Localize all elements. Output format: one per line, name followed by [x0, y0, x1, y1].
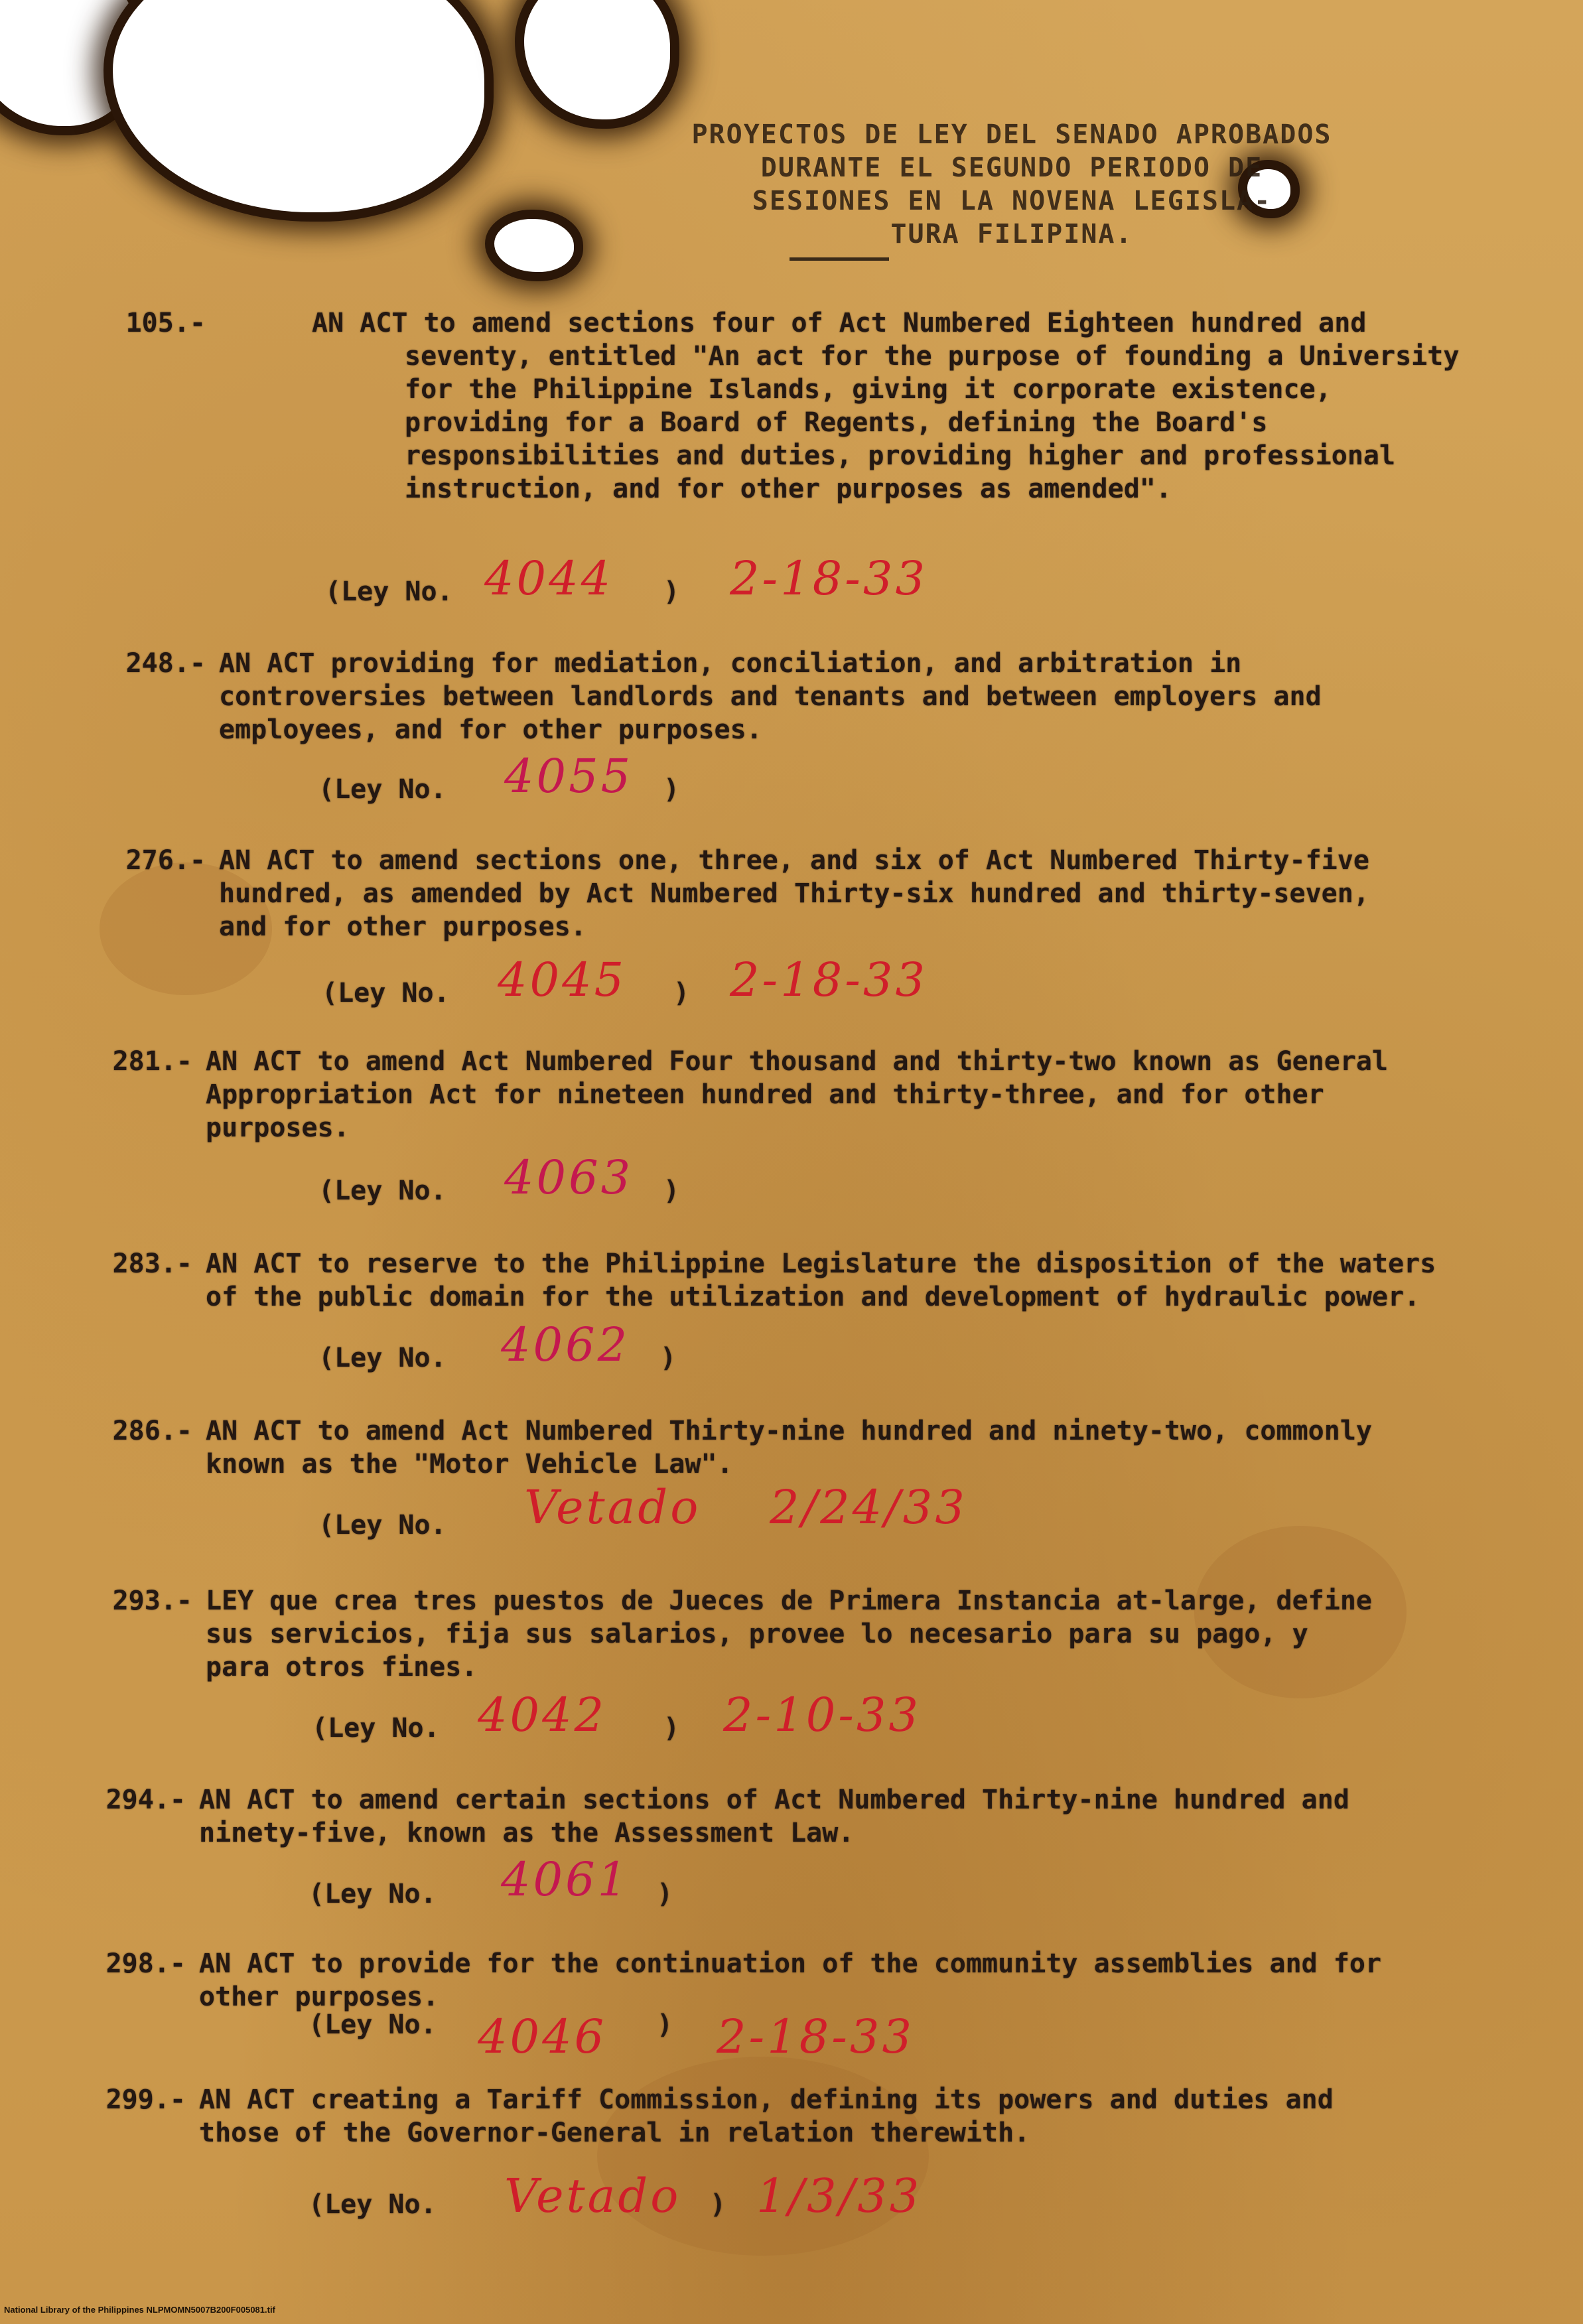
header-line: SESIONES EN LA NOVENA LEGISLA- — [752, 186, 1272, 216]
ley-label: (Ley No. — [318, 1343, 447, 1373]
ley-number-handwritten: 4044 — [484, 551, 614, 606]
approval-date-handwritten: 2/24/33 — [770, 1480, 967, 1535]
ley-label: (Ley No. — [309, 2189, 437, 2220]
approval-date-handwritten: 2-18-33 — [730, 551, 928, 606]
ley-close-paren: ) — [663, 577, 680, 607]
header-divider — [790, 257, 889, 261]
header-line: TURA FILIPINA. — [890, 219, 1133, 249]
bill-number: 286.- — [112, 1416, 192, 1446]
bill-number: 299.- — [105, 2085, 186, 2115]
ley-number-handwritten: 4055 — [504, 749, 634, 803]
ley-close-paren: ) — [673, 978, 690, 1008]
ley-label: (Ley No. — [309, 1879, 437, 1909]
ley-number-handwritten: 4061 — [501, 1852, 630, 1907]
bill-title: AN ACT creating a Tariff Commission, defining its powers and duties and those of the Governor-General in relation therewith. — [199, 2085, 1334, 2148]
veto-note-handwritten: Vetado — [504, 2169, 681, 2223]
bill-title: AN ACT to provide for the continuation of the community assemblies and for other purposes. — [199, 1948, 1382, 2012]
bill-title: AN ACT to amend Act Numbered Thirty-nine hundred and ninety-two, commonly known as the "Motor Vehicle Law". — [206, 1416, 1372, 1479]
bill-title: LEY que crea tres puestos de Jueces de Primera Instancia at-large, define sus servicios, fija sus salarios, provee lo necesario para su pago, y para otros fines. — [206, 1586, 1372, 1682]
veto-note-handwritten: Vetado — [524, 1480, 701, 1535]
ley-close-paren: ) — [663, 774, 680, 805]
bill-number: 276.- — [125, 845, 206, 876]
header-line: DURANTE EL SEGUNDO PERIODO DE — [760, 153, 1263, 183]
ley-close-paren: ) — [663, 1713, 680, 1743]
bill-number: 293.- — [112, 1586, 192, 1616]
bill-title: AN ACT to amend Act Numbered Four thousand and thirty-two known as General Appropriation Act for nineteen hundred and thirty-three, and for other purposes. — [206, 1046, 1389, 1143]
approval-date-handwritten: 2-10-33 — [723, 1688, 921, 1742]
bill-number: 294.- — [105, 1785, 186, 1815]
ley-close-paren: ) — [657, 1879, 673, 1909]
ley-number-handwritten: 4063 — [504, 1150, 634, 1205]
bill-title: AN ACT to amend sections one, three, and six of Act Numbered Thirty-five hundred, as amended by Act Numbered Thirty-six hundred and thirty-seven, and for other purposes. — [219, 845, 1369, 942]
ley-number-handwritten: 4045 — [498, 953, 627, 1007]
bill-number: 298.- — [105, 1948, 186, 1979]
ley-close-paren: ) — [710, 2189, 726, 2220]
bill-number: 281.- — [112, 1046, 192, 1077]
bill-number: 248.- — [125, 648, 206, 679]
ley-label: (Ley No. — [312, 1713, 440, 1743]
bill-title: AN ACT to amend certain sections of Act Numbered Thirty-nine hundred and ninety-five, known as the Assessment Law. — [199, 1785, 1349, 1848]
ley-close-paren: ) — [660, 1343, 677, 1373]
approval-date-handwritten: 2-18-33 — [717, 2010, 914, 2064]
ley-number-handwritten: 4062 — [501, 1318, 630, 1372]
document-header — [571, 118, 1453, 251]
burn-hole — [113, 0, 484, 212]
approval-date-handwritten: 1/3/33 — [756, 2169, 922, 2223]
ley-label: (Ley No. — [318, 1176, 447, 1206]
archive-footer: National Library of the Philippines NLPMOMN5007B200F005081.tif — [4, 2305, 275, 2315]
bill-number: 283.- — [112, 1249, 192, 1279]
ley-close-paren: ) — [663, 1176, 680, 1206]
approval-date-handwritten: 2-18-33 — [730, 953, 928, 1007]
bill-number: 105.- — [125, 308, 206, 338]
bill-title: AN ACT to reserve to the Philippine Legislature the disposition of the waters of the public domain for the utilization and development of hydraulic power. — [206, 1249, 1436, 1312]
ley-number-handwritten: 4042 — [478, 1688, 607, 1742]
ley-label: (Ley No. — [318, 774, 447, 805]
bill-title: AN ACT to amend sections four of Act Numbered Eighteen hundred and seventy, entitled "An act for the purpose of founding a University for the Philippine Islands, giving it corporate existence, providing for a Board of Regents, defining the Board's responsibilities and duties, providing higher and professional instruction, and for other purposes as amended". — [312, 308, 1460, 504]
bill-title: AN ACT providing for mediation, conciliation, and arbitration in controversies between landlords and tenants and between employers and employees, and for other purposes. — [219, 648, 1322, 745]
ley-label: (Ley No. — [322, 978, 450, 1008]
header-line: PROYECTOS DE LEY DEL SENADO APROBADOS — [691, 119, 1332, 150]
ley-close-paren: ) — [657, 2010, 673, 2040]
burn-hole — [494, 219, 574, 272]
ley-label: (Ley No. — [325, 577, 453, 607]
ley-number-handwritten: 4046 — [478, 2010, 607, 2064]
ley-label: (Ley No. — [318, 1510, 447, 1540]
burn-hole — [524, 0, 670, 119]
ley-label: (Ley No. — [309, 2010, 437, 2040]
